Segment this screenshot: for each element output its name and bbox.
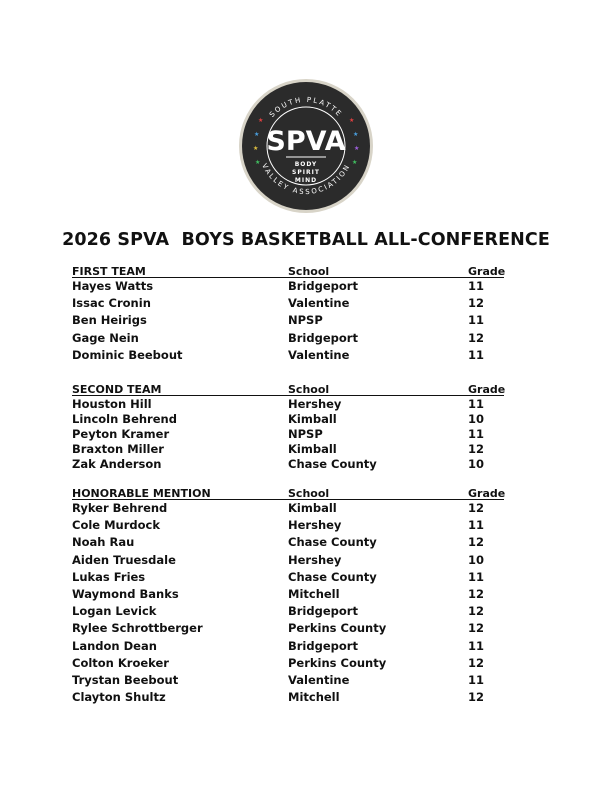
player-name: Ben Heirigs bbox=[72, 313, 147, 328]
player-row bbox=[72, 639, 512, 656]
second-team-header bbox=[72, 383, 512, 397]
player-grade: 12 bbox=[468, 621, 485, 636]
player-name: Houston Hill bbox=[72, 397, 152, 411]
player-name: Lukas Fries bbox=[72, 569, 146, 584]
player-school: Kimball bbox=[288, 442, 337, 456]
player-school: Chase County bbox=[288, 569, 377, 584]
player-row bbox=[72, 313, 512, 330]
player-name: Noah Rau bbox=[72, 535, 135, 550]
player-row bbox=[72, 553, 512, 570]
logo-arc-bottom: VALLEY ASSOCIATION bbox=[260, 162, 352, 197]
section-title: SECOND TEAM bbox=[72, 383, 162, 396]
player-school: Valentine bbox=[288, 672, 350, 687]
player-name: Waymond Banks bbox=[72, 586, 179, 601]
player-grade: 12 bbox=[468, 586, 485, 601]
player-name: Issac Cronin bbox=[72, 296, 151, 311]
player-grade: 12 bbox=[468, 501, 485, 515]
player-school: Bridgeport bbox=[288, 604, 358, 619]
player-school: Hershey bbox=[288, 552, 342, 567]
player-name: Ryker Behrend bbox=[72, 501, 168, 515]
player-name: Dominic Beebout bbox=[72, 347, 183, 362]
player-grade: 12 bbox=[468, 655, 485, 670]
player-school: Perkins County bbox=[288, 621, 387, 636]
player-row bbox=[72, 690, 512, 707]
player-school: Valentine bbox=[288, 347, 350, 362]
player-school: Valentine bbox=[288, 296, 350, 311]
player-school: Bridgeport bbox=[288, 279, 358, 293]
player-row bbox=[72, 621, 512, 638]
player-grade: 11 bbox=[468, 397, 485, 411]
grade-column-header: Grade bbox=[468, 265, 506, 278]
player-school: Mitchell bbox=[288, 690, 340, 705]
player-name: Peyton Kramer bbox=[72, 427, 170, 441]
school-column-header: School bbox=[288, 383, 330, 396]
player-grade: 11 bbox=[468, 638, 485, 653]
logo-motto-mind: MIND bbox=[294, 177, 318, 184]
player-grade: 10 bbox=[468, 552, 485, 567]
star-icon: ★ bbox=[349, 117, 355, 124]
player-grade: 12 bbox=[468, 330, 485, 345]
section-title: HONORABLE MENTION bbox=[72, 487, 211, 500]
player-school: Bridgeport bbox=[288, 330, 358, 345]
player-school: Hershey bbox=[288, 518, 342, 533]
honorable-mention-header bbox=[72, 487, 512, 501]
player-row bbox=[72, 587, 512, 604]
player-name: Clayton Shultz bbox=[72, 690, 166, 705]
logo-motto-body: BODY bbox=[294, 161, 318, 168]
player-grade: 12 bbox=[468, 535, 485, 550]
logo-main-text: SPVA bbox=[266, 126, 346, 157]
player-row bbox=[72, 457, 512, 472]
player-grade: 12 bbox=[468, 442, 485, 456]
player-grade: 11 bbox=[468, 427, 485, 441]
star-icon: ★ bbox=[253, 145, 259, 152]
player-name: Colton Kroeker bbox=[72, 655, 169, 670]
star-icon: ★ bbox=[354, 145, 360, 152]
player-grade: 11 bbox=[468, 279, 485, 293]
player-school: NPSP bbox=[288, 427, 323, 441]
player-school: Kimball bbox=[288, 412, 337, 426]
player-row bbox=[72, 331, 512, 348]
player-row bbox=[72, 501, 512, 518]
player-grade: 11 bbox=[468, 672, 485, 687]
player-school: Kimball bbox=[288, 501, 337, 515]
player-row bbox=[72, 570, 512, 587]
player-row bbox=[72, 656, 512, 673]
player-name: Trystan Beebout bbox=[72, 672, 179, 687]
star-icon: ★ bbox=[352, 159, 358, 166]
grade-column-header: Grade bbox=[468, 383, 506, 396]
player-row bbox=[72, 296, 512, 313]
player-row bbox=[72, 535, 512, 552]
header-underline bbox=[72, 277, 504, 278]
first-team-section bbox=[72, 265, 512, 365]
player-row bbox=[72, 412, 512, 427]
player-school: Bridgeport bbox=[288, 638, 358, 653]
player-grade: 12 bbox=[468, 296, 485, 311]
star-icon: ★ bbox=[254, 131, 260, 138]
player-name: Gage Nein bbox=[72, 330, 139, 345]
player-school: Perkins County bbox=[288, 655, 387, 670]
player-name: Hayes Watts bbox=[72, 279, 154, 293]
honorable-mention-section bbox=[72, 487, 512, 707]
player-name: Braxton Miller bbox=[72, 442, 164, 456]
player-school: Chase County bbox=[288, 457, 377, 471]
player-name: Landon Dean bbox=[72, 638, 157, 653]
player-grade: 11 bbox=[468, 347, 485, 362]
player-school: Hershey bbox=[288, 397, 342, 411]
player-grade: 11 bbox=[468, 518, 485, 533]
school-column-header: School bbox=[288, 487, 330, 500]
logo-motto-spirit: SPIRIT bbox=[292, 169, 320, 176]
star-icon: ★ bbox=[258, 117, 264, 124]
spva-logo bbox=[238, 78, 374, 214]
player-grade: 10 bbox=[468, 457, 485, 471]
player-name: Cole Murdock bbox=[72, 518, 160, 533]
second-team-section bbox=[72, 383, 512, 472]
header-underline bbox=[72, 395, 504, 396]
player-name: Zak Anderson bbox=[72, 457, 162, 471]
grade-column-header: Grade bbox=[468, 487, 506, 500]
logo-arc-top: SOUTH PLATTE bbox=[268, 95, 344, 119]
player-grade: 10 bbox=[468, 412, 485, 426]
section-title: FIRST TEAM bbox=[72, 265, 146, 278]
player-row bbox=[72, 348, 512, 365]
star-icon: ★ bbox=[353, 131, 359, 138]
player-school: Chase County bbox=[288, 535, 377, 550]
player-grade: 12 bbox=[468, 690, 485, 705]
player-grade: 11 bbox=[468, 313, 485, 328]
school-column-header: School bbox=[288, 265, 330, 278]
player-name: Logan Levick bbox=[72, 604, 157, 619]
header-underline bbox=[72, 499, 504, 500]
player-name: Aiden Truesdale bbox=[72, 552, 176, 567]
player-row bbox=[72, 604, 512, 621]
player-row bbox=[72, 279, 512, 296]
page-title: 2026 SPVA BOYS BASKETBALL ALL-CONFERENCE bbox=[62, 230, 550, 250]
first-team-header bbox=[72, 265, 512, 279]
player-row bbox=[72, 518, 512, 535]
player-grade: 12 bbox=[468, 604, 485, 619]
player-row bbox=[72, 673, 512, 690]
player-row bbox=[72, 427, 512, 442]
player-name: Rylee Schrottberger bbox=[72, 621, 203, 636]
player-row bbox=[72, 397, 512, 412]
player-row bbox=[72, 442, 512, 457]
player-school: NPSP bbox=[288, 313, 323, 328]
player-school: Mitchell bbox=[288, 586, 340, 601]
star-icon: ★ bbox=[255, 159, 261, 166]
player-grade: 11 bbox=[468, 569, 485, 584]
player-name: Lincoln Behrend bbox=[72, 412, 177, 426]
